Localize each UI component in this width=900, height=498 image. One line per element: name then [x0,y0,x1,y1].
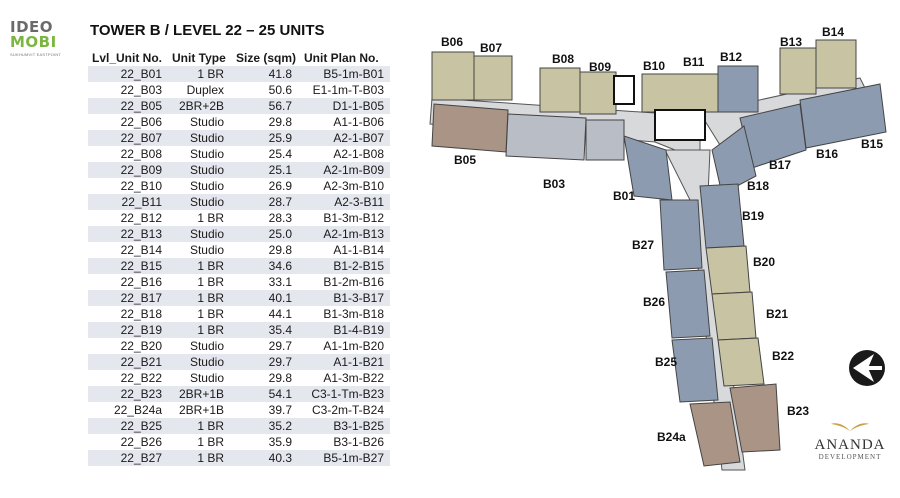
logo-tagline: SUKHUMVIT EASTPOINT [10,52,62,57]
label-b10: B10 [643,59,666,73]
cell-unit-type: 1 BR [168,258,232,274]
header-plan-no: Unit Plan No. [304,51,379,65]
north-arrow-icon [849,350,885,386]
cell-unit-type: Studio [168,162,232,178]
table-row [88,434,390,450]
cell-unit-no: 22_B15 [88,258,168,274]
table-row [88,258,390,274]
label-b19: B19 [742,209,765,223]
unit-b05[interactable] [432,104,508,152]
cell-unit-no: 22_B14 [88,242,168,258]
ideo-mobi-logo [10,20,70,62]
unit-b10-b11[interactable] [642,74,718,112]
cell-plan-no: A2-3-B11 [300,194,390,210]
cell-unit-type: 1 BR [168,322,232,338]
cell-plan-no: E1-1m-T-B03 [300,82,390,98]
ananda-development-logo [800,418,900,470]
label-b27: B27 [632,238,655,252]
label-b13: B13 [780,35,803,49]
units-south-wing [660,184,780,466]
cell-unit-type: Studio [168,242,232,258]
unit-b20[interactable] [706,246,750,294]
label-b16: B16 [816,147,839,161]
cell-unit-type: 1 BR [168,290,232,306]
table-row [88,130,390,146]
label-b08: B08 [552,52,575,66]
table-row [88,370,390,386]
cell-plan-no: B3-1-B25 [300,418,390,434]
label-b21: B21 [766,307,789,321]
header-size: Size (sqm) [236,51,297,65]
cell-unit-no: 22_B09 [88,162,168,178]
cell-plan-no: A1-1-B14 [300,242,390,258]
cell-size: 35.4 [232,322,300,338]
cell-size: 29.8 [232,114,300,130]
cell-size: 41.8 [232,66,300,82]
cell-size: 26.9 [232,178,300,194]
label-b24a: B24a [657,430,686,444]
cell-unit-no: 22_B08 [88,146,168,162]
logo-line2: MOBI [10,33,57,51]
label-b07: B07 [480,41,503,55]
label-b14: B14 [822,25,845,39]
cell-size: 29.8 [232,370,300,386]
table-row [88,418,390,434]
cell-size: 40.1 [232,290,300,306]
cell-plan-no: B3-1-B26 [300,434,390,450]
label-b25: B25 [655,355,678,369]
developer-sub: DEVELOPMENT [818,453,882,461]
label-b20: B20 [753,255,776,269]
cell-unit-type: 1 BR [168,210,232,226]
label-b23: B23 [787,404,810,418]
cell-plan-no: B1-4-B19 [300,322,390,338]
cell-size: 54.1 [232,386,300,402]
cell-size: 25.9 [232,130,300,146]
cell-unit-type: 1 BR [168,66,232,82]
cell-size: 56.7 [232,98,300,114]
cell-plan-no: D1-1-B05 [300,98,390,114]
cell-size: 34.6 [232,258,300,274]
cell-size: 33.1 [232,274,300,290]
cell-unit-no: 22_B22 [88,370,168,386]
cell-unit-no: 22_B05 [88,98,168,114]
table-header-row [88,50,390,66]
unit-b13[interactable] [780,48,816,94]
cell-unit-no: 22_B11 [88,194,168,210]
unit-b25[interactable] [672,338,718,402]
cell-unit-no: 22_B03 [88,82,168,98]
unit-b06[interactable] [432,52,474,100]
table-row [88,146,390,162]
table-row [88,82,390,98]
cell-unit-no: 22_B21 [88,354,168,370]
cell-unit-no: 22_B23 [88,386,168,402]
cell-size: 25.0 [232,226,300,242]
cell-size: 25.4 [232,146,300,162]
cell-unit-type: 2BR+1B [168,386,232,402]
cell-unit-type: 1 BR [168,418,232,434]
cell-size: 29.8 [232,242,300,258]
label-b01: B01 [613,189,636,203]
unit-b22[interactable] [718,338,764,386]
unit-b27[interactable] [660,200,702,270]
cell-plan-no: A2-1m-B13 [300,226,390,242]
cell-size: 28.7 [232,194,300,210]
cell-plan-no: B5-1m-B27 [300,450,390,466]
cell-plan-no: A2-1-B08 [300,146,390,162]
unit-table [88,50,390,466]
table-row [88,306,390,322]
header-unit-no: Lvl_Unit No. [92,51,163,65]
label-b11: B11 [683,55,705,69]
label-b26: B26 [643,295,666,309]
cell-plan-no: B5-1m-B01 [300,66,390,82]
cell-unit-no: 22_B27 [88,450,168,466]
cell-size: 44.1 [232,306,300,322]
cell-plan-no: C3-2m-T-B24 [300,402,390,418]
table-row [88,290,390,306]
label-b09: B09 [589,60,612,74]
cell-plan-no: B1-3m-B12 [300,210,390,226]
developer-name: ANANDA [814,437,886,453]
cell-unit-no: 22_B12 [88,210,168,226]
cell-plan-no: A1-1-B06 [300,114,390,130]
unit-b14[interactable] [816,40,856,88]
cell-size: 29.7 [232,338,300,354]
unit-b07[interactable] [474,56,512,100]
cell-unit-no: 22_B25 [88,418,168,434]
label-b22: B22 [772,349,795,363]
cell-unit-no: 22_B24a [88,402,168,418]
cell-unit-type: Studio [168,114,232,130]
cell-unit-no: 22_B16 [88,274,168,290]
cell-unit-type: Studio [168,338,232,354]
cell-size: 50.6 [232,82,300,98]
cell-unit-type: 1 BR [168,274,232,290]
table-row [88,66,390,82]
table-row [88,114,390,130]
table-row [88,178,390,194]
table-row [88,274,390,290]
cell-size: 29.7 [232,354,300,370]
label-b05: B05 [454,153,477,167]
label-b17: B17 [769,158,792,172]
unit-b26[interactable] [666,270,710,338]
table-row [88,354,390,370]
cell-size: 35.2 [232,418,300,434]
cell-unit-type: Studio [168,146,232,162]
unit-b03[interactable] [506,114,586,160]
cell-unit-type: 1 BR [168,434,232,450]
cell-unit-type: Studio [168,226,232,242]
label-b18: B18 [747,179,770,193]
logo-line1: IDEO [10,18,54,36]
cell-plan-no: B1-2m-B16 [300,274,390,290]
label-b06: B06 [441,35,464,49]
cell-plan-no: A2-3m-B10 [300,178,390,194]
cell-unit-type: Studio [168,354,232,370]
unit-b12[interactable] [718,66,758,112]
cell-unit-no: 22_B01 [88,66,168,82]
table-row [88,450,390,466]
unit-b03b [586,120,624,160]
cell-size: 35.9 [232,434,300,450]
cell-unit-no: 22_B06 [88,114,168,130]
cell-unit-no: 22_B20 [88,338,168,354]
cell-unit-type: Studio [168,130,232,146]
table-row [88,162,390,178]
cell-size: 40.3 [232,450,300,466]
unit-b19[interactable] [700,184,744,248]
unit-b21[interactable] [712,292,756,340]
cell-unit-type: Duplex [168,82,232,98]
wings-logo-icon [830,418,870,432]
table-row [88,386,390,402]
cell-unit-no: 22_B13 [88,226,168,242]
cell-unit-type: 2BR+2B [168,98,232,114]
page-title: TOWER B / LEVEL 22 – 25 UNITS [90,22,325,39]
table-row [88,226,390,242]
cell-unit-no: 22_B19 [88,322,168,338]
cell-unit-no: 22_B10 [88,178,168,194]
unit-b09[interactable] [580,72,616,114]
cell-plan-no: A1-3m-B22 [300,370,390,386]
cell-unit-no: 22_B18 [88,306,168,322]
cell-unit-type: Studio [168,194,232,210]
table-row [88,98,390,114]
cell-plan-no: A1-1-B21 [300,354,390,370]
cell-plan-no: B1-2-B15 [300,258,390,274]
unit-b08[interactable] [540,68,580,112]
cell-plan-no: A2-1-B07 [300,130,390,146]
cell-unit-no: 22_B07 [88,130,168,146]
cell-size: 39.7 [232,402,300,418]
cell-plan-no: C3-1-Tm-B23 [300,386,390,402]
cell-size: 25.1 [232,162,300,178]
label-b12: B12 [720,50,743,64]
header-unit-type: Unit Type [172,51,226,65]
label-b03: B03 [543,177,566,191]
cell-plan-no: B1-3-B17 [300,290,390,306]
cell-unit-type: 1 BR [168,306,232,322]
label-b15: B15 [861,137,884,151]
table-row [88,194,390,210]
cell-unit-type: Studio [168,370,232,386]
cell-unit-type: 1 BR [168,450,232,466]
cell-unit-no: 22_B26 [88,434,168,450]
cell-unit-type: 2BR+1B [168,402,232,418]
table-row [88,338,390,354]
cell-plan-no: B1-3m-B18 [300,306,390,322]
cell-plan-no: A2-1m-B09 [300,162,390,178]
cell-size: 28.3 [232,210,300,226]
table-row [88,402,390,418]
cell-plan-no: A1-1m-B20 [300,338,390,354]
table-row [88,210,390,226]
table-row [88,242,390,258]
cell-unit-no: 22_B17 [88,290,168,306]
table-row [88,322,390,338]
cell-unit-type: Studio [168,178,232,194]
